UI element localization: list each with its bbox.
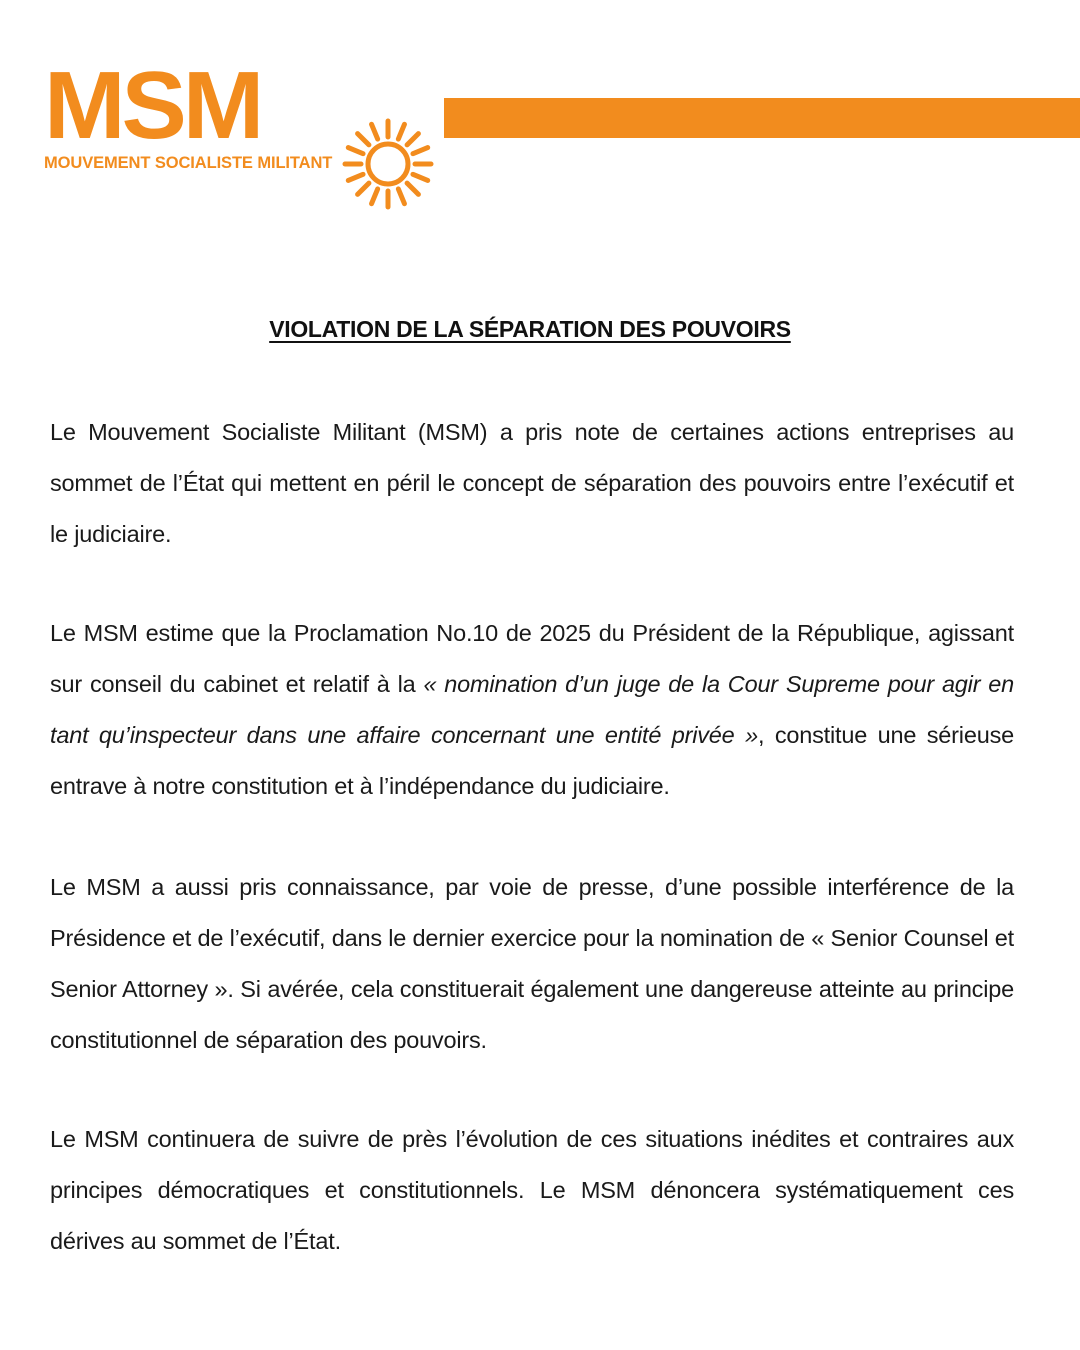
- logo-wordmark: MSM: [44, 52, 261, 159]
- sun-ray: [407, 134, 418, 145]
- logo-tagline: MOUVEMENT SOCIALISTE MILITANT: [44, 154, 333, 172]
- sun-ray: [398, 124, 404, 139]
- party-logo: [44, 52, 404, 178]
- sun-icon: [342, 118, 434, 210]
- paragraph-2-conclusion: , constitue une sérieuse entrave à notre constitution et à l’indépendance du judiciaire.: [50, 722, 1014, 799]
- sun-ray: [358, 183, 369, 194]
- paragraph-3: Le MSM a aussi pris connaissance, par voie de presse, d’une possible interférence de la Présidence et de l’exécutif, dans le dernier exercice pour la nomination de « Senior Counsel et Senior Attorney ». Si avérée, cela constituerait également une dangereuse atteinte au principe constitutionnel de séparation des pouvoirs.: [50, 874, 1014, 1053]
- document-title: VIOLATION DE LA SÉPARATION DES POUVOIRS: [269, 316, 791, 342]
- sun-ray: [372, 189, 378, 204]
- sun-ray: [407, 183, 418, 194]
- paragraph-2: [50, 608, 1014, 812]
- sun-ray: [372, 124, 378, 139]
- paragraph-4: Le MSM continuera de suivre de près l’évolution de ces situations inédites et contraires aux principes démocratiques et constitutionnels. Le MSM dénoncera systématiquement ces dérives au sommet de l’État.: [50, 1126, 1014, 1254]
- sun-ray: [413, 174, 428, 180]
- paragraph-2-intro: Le MSM estime que la Proclamation No.10 de 2025 du Président de la République, agissant sur conseil du cabinet et relatif à la: [50, 620, 1014, 697]
- paragraph-2-quote: « nomination d’un juge de la Cour Supreme pour agir en tant qu’inspecteur dans une affaire concernant une entité privée »: [50, 671, 1015, 748]
- sun-ray: [413, 148, 428, 154]
- sun-ray: [348, 148, 363, 154]
- sun-ray: [358, 134, 369, 145]
- sun-ray: [398, 189, 404, 204]
- paragraph-1: Le Mouvement Socialiste Militant (MSM) a pris note de certaines actions entreprises au sommet de l’État qui mettent en péril le concept de séparation des pouvoirs entre l’exécutif et le judiciaire.: [50, 419, 1014, 547]
- sun-ray: [348, 174, 363, 180]
- header-accent-bar: [444, 98, 1080, 138]
